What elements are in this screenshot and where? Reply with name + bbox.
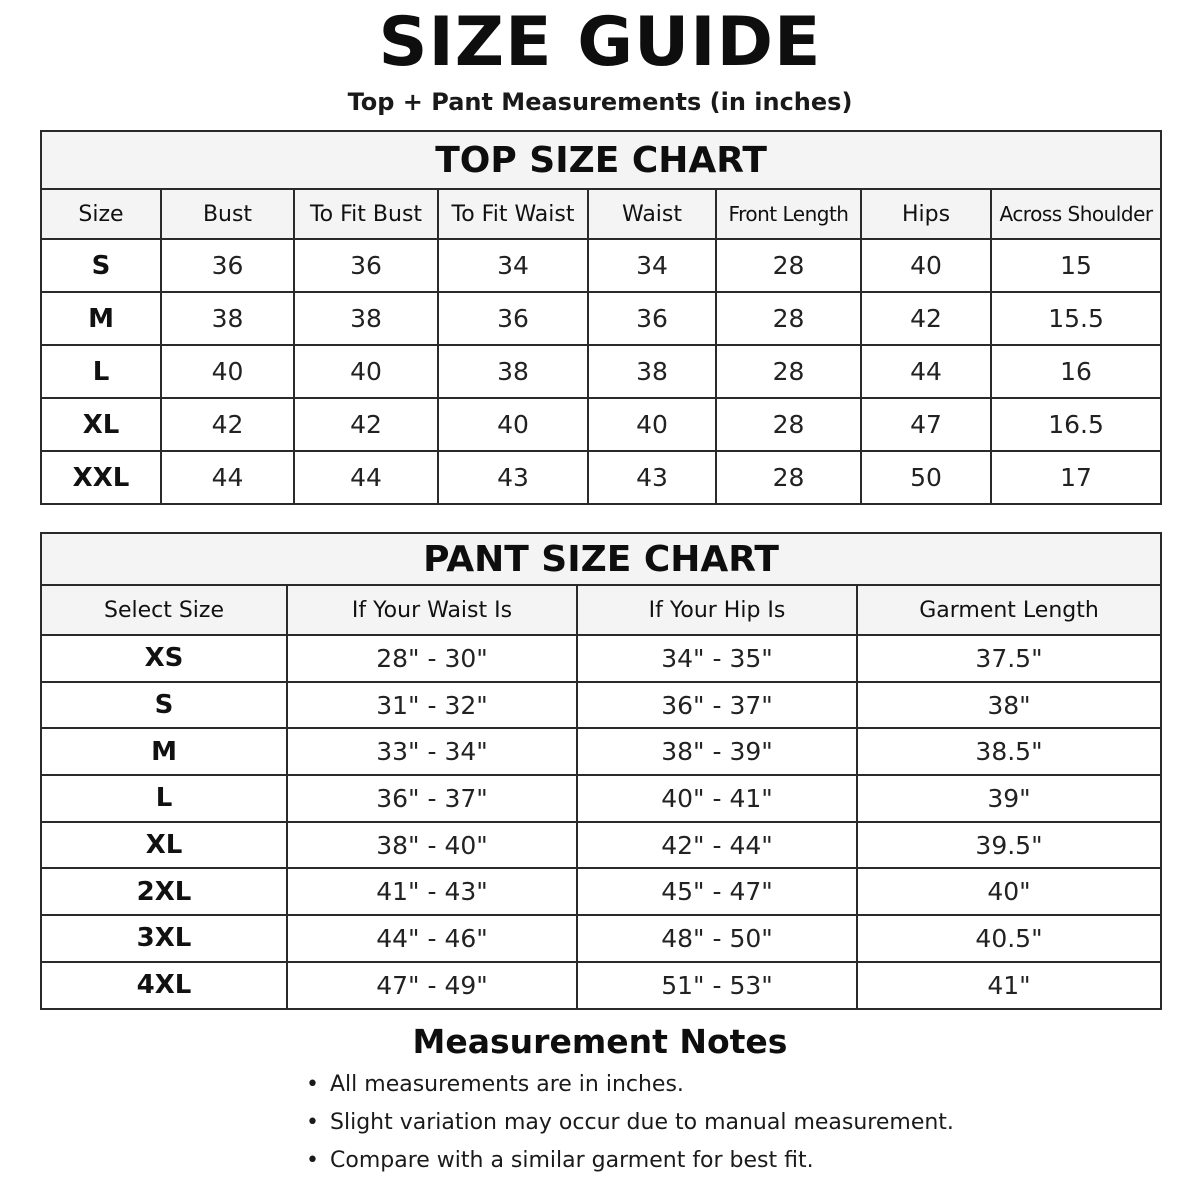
top-chart-table-row (41, 345, 1161, 398)
top-chart-column-header: To Fit Bust (294, 189, 438, 239)
top-chart-column-header: Hips (861, 189, 991, 239)
pant-chart-column-header: Garment Length (857, 585, 1161, 635)
top-chart-table-row (41, 239, 1161, 292)
top-chart-measurement-cell: 38 (294, 292, 438, 345)
note-item (306, 1142, 954, 1180)
pant-chart-title: PANT SIZE CHART (41, 533, 1161, 585)
page-subtitle: Top + Pant Measurements (in inches) (347, 88, 853, 116)
bullet-icon: • (306, 1148, 319, 1173)
pant-chart-measurement-cell: 47" - 49" (287, 962, 577, 1009)
top-chart-measurement-cell: 42 (861, 292, 991, 345)
top-chart-header-row (41, 189, 1161, 239)
pant-chart-measurement-cell: 44" - 46" (287, 915, 577, 962)
pant-chart-measurement-cell: 40" - 41" (577, 775, 857, 822)
pant-chart-header-row (41, 585, 1161, 635)
top-chart-measurement-cell: 34 (588, 239, 716, 292)
note-text: Compare with a similar garment for best fit. (330, 1148, 814, 1173)
pant-chart-measurement-cell: 40.5" (857, 915, 1161, 962)
pant-chart-caption-row (41, 533, 1161, 585)
notes-list (306, 1066, 954, 1180)
top-chart-measurement-cell: 38 (588, 345, 716, 398)
top-chart-measurement-cell: 36 (161, 239, 294, 292)
pant-chart-measurement-cell: 37.5" (857, 635, 1161, 682)
note-item (306, 1104, 954, 1142)
top-chart-measurement-cell: 16 (991, 345, 1161, 398)
top-chart-size-label: XL (41, 398, 161, 451)
bullet-icon: • (306, 1110, 319, 1135)
top-chart-measurement-cell: 44 (294, 451, 438, 504)
page-title: SIZE GUIDE (378, 3, 822, 82)
top-chart-measurement-cell: 38 (161, 292, 294, 345)
top-chart-size-label: M (41, 292, 161, 345)
pant-chart-body (41, 635, 1161, 1009)
top-chart-title: TOP SIZE CHART (41, 131, 1161, 189)
pant-chart-measurement-cell: 38" (857, 682, 1161, 729)
note-text: All measurements are in inches. (330, 1072, 684, 1097)
top-chart-size-label: XXL (41, 451, 161, 504)
pant-chart-measurement-cell: 33" - 34" (287, 728, 577, 775)
pant-chart-size-label: XS (41, 635, 287, 682)
top-chart-measurement-cell: 28 (716, 451, 861, 504)
pant-chart-size-label: 3XL (41, 915, 287, 962)
top-chart-column-header: Front Length (716, 189, 861, 239)
pant-chart-size-label: 2XL (41, 868, 287, 915)
pant-chart-measurement-cell: 40" (857, 868, 1161, 915)
pant-chart-measurement-cell: 45" - 47" (577, 868, 857, 915)
top-chart-table-row (41, 451, 1161, 504)
notes-title: Measurement Notes (412, 1022, 788, 1061)
top-chart-column-header: To Fit Waist (438, 189, 588, 239)
pant-chart-measurement-cell: 48" - 50" (577, 915, 857, 962)
top-chart-measurement-cell: 40 (438, 398, 588, 451)
pant-chart-measurement-cell: 36" - 37" (577, 682, 857, 729)
pant-chart-table-row (41, 915, 1161, 962)
top-chart-size-label: L (41, 345, 161, 398)
pant-chart-table-row (41, 868, 1161, 915)
top-chart-measurement-cell: 28 (716, 398, 861, 451)
top-chart-measurement-cell: 36 (294, 239, 438, 292)
top-chart-measurement-cell: 43 (438, 451, 588, 504)
top-chart-body (41, 239, 1161, 504)
top-chart-measurement-cell: 38 (438, 345, 588, 398)
top-chart-measurement-cell: 42 (294, 398, 438, 451)
pant-chart-table-row (41, 728, 1161, 775)
pant-chart-table-row (41, 822, 1161, 869)
pant-chart-column-header: If Your Waist Is (287, 585, 577, 635)
pant-chart-measurement-cell: 39" (857, 775, 1161, 822)
top-size-chart-table (40, 130, 1162, 505)
top-chart-measurement-cell: 40 (588, 398, 716, 451)
pant-chart-size-label: XL (41, 822, 287, 869)
top-chart-measurement-cell: 40 (294, 345, 438, 398)
top-chart-measurement-cell: 36 (588, 292, 716, 345)
pant-chart-column-header: Select Size (41, 585, 287, 635)
top-chart-measurement-cell: 15 (991, 239, 1161, 292)
top-chart-measurement-cell: 40 (161, 345, 294, 398)
top-chart-column-header: Across Shoulder (991, 189, 1161, 239)
pant-chart-measurement-cell: 38" - 40" (287, 822, 577, 869)
top-chart-table-row (41, 292, 1161, 345)
pant-chart-table-row (41, 962, 1161, 1009)
note-text: Slight variation may occur due to manual measurement. (330, 1110, 954, 1135)
pant-chart-size-label: 4XL (41, 962, 287, 1009)
pant-chart-size-label: M (41, 728, 287, 775)
pant-chart-size-label: S (41, 682, 287, 729)
top-chart-column-header: Size (41, 189, 161, 239)
top-chart-measurement-cell: 50 (861, 451, 991, 504)
pant-chart-measurement-cell: 42" - 44" (577, 822, 857, 869)
pant-chart-table-row (41, 775, 1161, 822)
top-chart-measurement-cell: 47 (861, 398, 991, 451)
top-chart-measurement-cell: 16.5 (991, 398, 1161, 451)
pant-chart-measurement-cell: 41" - 43" (287, 868, 577, 915)
top-chart-measurement-cell: 42 (161, 398, 294, 451)
top-chart-measurement-cell: 28 (716, 292, 861, 345)
note-item (306, 1066, 954, 1104)
pant-chart-measurement-cell: 36" - 37" (287, 775, 577, 822)
bullet-icon: • (306, 1072, 319, 1097)
top-chart-measurement-cell: 15.5 (991, 292, 1161, 345)
top-chart-measurement-cell: 28 (716, 239, 861, 292)
top-chart-table-row (41, 398, 1161, 451)
top-chart-measurement-cell: 44 (861, 345, 991, 398)
top-chart-measurement-cell: 43 (588, 451, 716, 504)
pant-chart-measurement-cell: 34" - 35" (577, 635, 857, 682)
pant-chart-measurement-cell: 38.5" (857, 728, 1161, 775)
pant-chart-measurement-cell: 38" - 39" (577, 728, 857, 775)
top-chart-measurement-cell: 44 (161, 451, 294, 504)
pant-chart-table-row (41, 682, 1161, 729)
pant-chart-measurement-cell: 41" (857, 962, 1161, 1009)
pant-chart-size-label: L (41, 775, 287, 822)
top-chart-measurement-cell: 36 (438, 292, 588, 345)
pant-size-chart-table (40, 532, 1162, 1010)
pant-chart-table-row (41, 635, 1161, 682)
top-chart-column-header: Bust (161, 189, 294, 239)
top-chart-size-label: S (41, 239, 161, 292)
top-chart-column-header: Waist (588, 189, 716, 239)
pant-chart-measurement-cell: 51" - 53" (577, 962, 857, 1009)
top-chart-caption-row (41, 131, 1161, 189)
pant-chart-measurement-cell: 31" - 32" (287, 682, 577, 729)
top-chart-measurement-cell: 34 (438, 239, 588, 292)
pant-chart-column-header: If Your Hip Is (577, 585, 857, 635)
top-chart-measurement-cell: 17 (991, 451, 1161, 504)
pant-chart-measurement-cell: 28" - 30" (287, 635, 577, 682)
pant-chart-measurement-cell: 39.5" (857, 822, 1161, 869)
top-chart-measurement-cell: 28 (716, 345, 861, 398)
top-chart-measurement-cell: 40 (861, 239, 991, 292)
